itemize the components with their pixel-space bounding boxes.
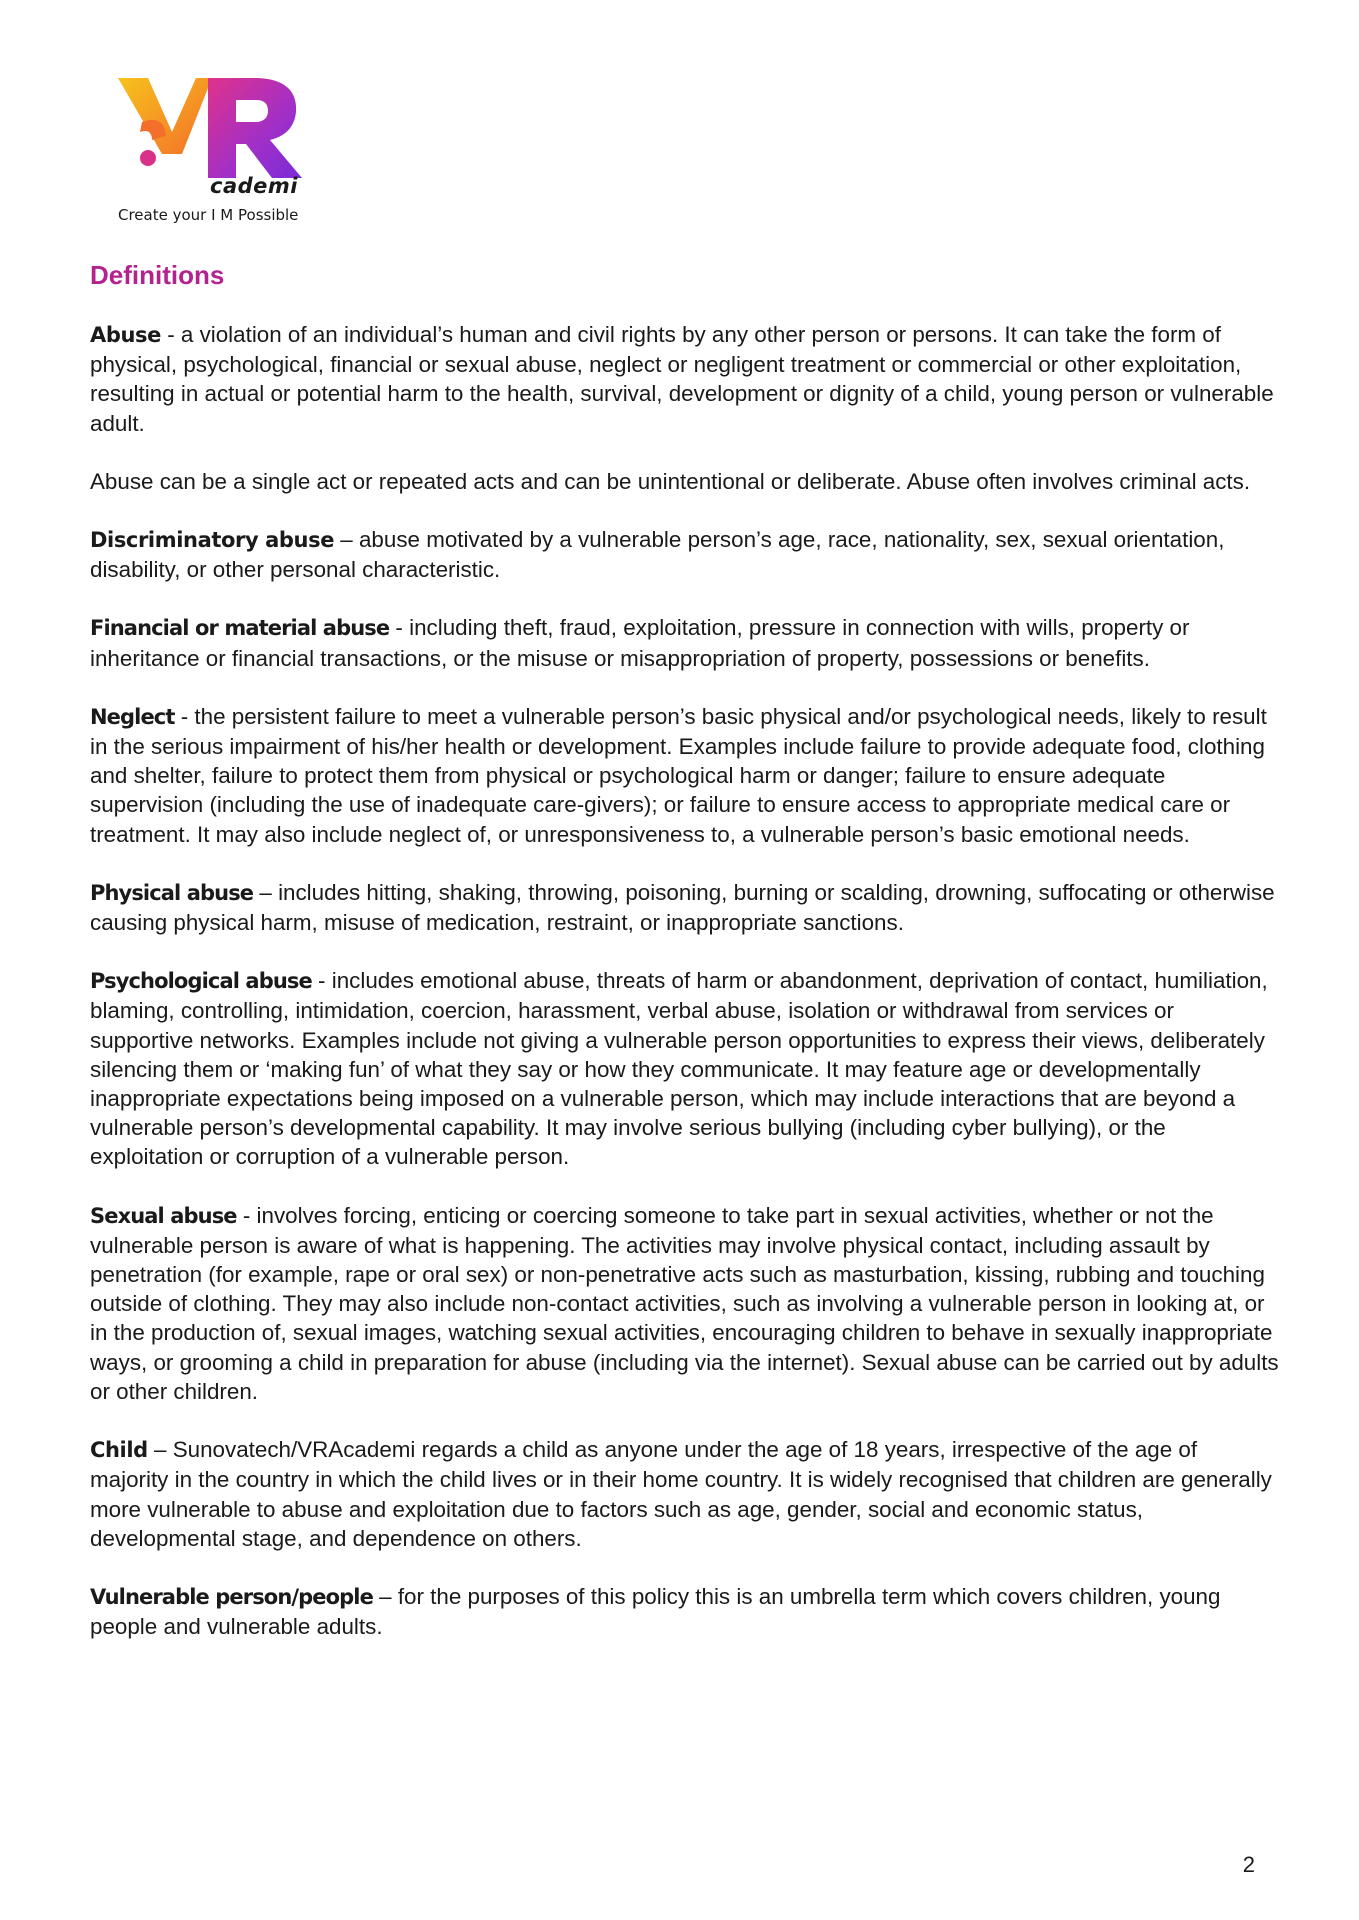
definition-term: Discriminatory abuse <box>90 528 335 553</box>
definitions-list <box>90 320 1280 1670</box>
definition-separator: - <box>311 968 332 994</box>
page-number: 2 <box>1242 1852 1255 1877</box>
definition-text: the persistent failure to meet a vulnerable person’s basic physical and/or psychological needs, likely to result in the serious impairment of his/her health or development. Examples include failure to provide adequate food, clothing and shelter, failure to protect them from physical or psychological harm or danger; failure to ensure adequate supervision (including the use of inadequate care-givers); or failure to ensure access to appropriate medical care or treatment. It may also include neglect of, or unresponsiveness to, a vulnerable person’s basic emotional needs. <box>90 703 1267 847</box>
definition-abuse-note <box>90 467 1280 496</box>
definition-text: for the purposes of this policy this is an umbrella term which covers children, young people and vulnerable adults. <box>90 1583 1221 1640</box>
definition-text: includes hitting, shaking, throwing, poisoning, burning or scalding, drowning, suffocating or otherwise causing physical harm, misuse of medication, restraint, or inappropriate sanctions. <box>90 879 1275 936</box>
definition-text: involves forcing, enticing or coercing someone to take part in sexual activities, whether or not the vulnerable person is aware of what is happening. The activities may involve physical contact, including assault by penetration (for example, rape or oral sex) or non-penetrative acts such as masturbation, kissing, rubbing and touching outside of clothing. They may also include non-contact activities, such as involving a vulnerable person in looking at, or in the production of, sexual images, watching sexual activities, encouraging children to behave in sexually inappropriate ways, or grooming a child in preparation for abuse (including via the internet). Sexual abuse can be carried out by adults or other children. <box>90 1202 1279 1404</box>
logo-tagline: Create your I M Possible <box>118 206 299 224</box>
definition-text: including theft, fraud, exploitation, pressure in connection with wills, property or inheritance or financial transactions, or the misuse or misappropriation of property, possessions or benefits. <box>90 615 1190 671</box>
definition-separator: - <box>174 703 195 729</box>
definition-term: Psychological abuse <box>90 969 312 994</box>
definition-separator: - <box>236 1202 257 1228</box>
definition-term: Sexual abuse <box>90 1203 237 1228</box>
definition-text: includes emotional abuse, threats of harm or abandonment, deprivation of contact, humiliation, blaming, controlling, intimidation, coercion, harassment, verbal abuse, isolation or withdrawal from services or supportive networks. Examples include not giving a vulnerable person opportunities to express their views, deliberately silencing them or ‘making fun’ of what they say or how they communicate. It may feature age or developmentally inappropriate expectations being imposed on a vulnerable person, which may include interactions that are beyond a vulnerable person’s developmental capability. It may involve serious bullying (including cyber bullying), or the exploitation or corruption of a vulnerable person. <box>90 968 1268 1170</box>
definition-text: a violation of an individual’s human and civil rights by any other person or persons. It can take the form of physical, psychological, financial or sexual abuse, neglect or negligent treatment or commercial or other exploitation, resulting in actual or potential harm to the health, survival, development or dignity of a child, young person or vulnerable adult. <box>90 322 1274 436</box>
definition-psychological-abuse <box>90 966 1280 1171</box>
definition-child <box>90 1435 1280 1553</box>
definition-term: Abuse <box>90 323 161 347</box>
definition-separator: – <box>147 1437 173 1463</box>
definition-term: Physical abuse <box>90 880 254 905</box>
definition-discriminatory-abuse <box>90 525 1280 584</box>
definition-separator: - <box>160 322 181 347</box>
definition-financial-abuse <box>90 613 1280 672</box>
definition-vulnerable-person <box>90 1582 1280 1641</box>
definition-term: Neglect <box>90 704 175 729</box>
definition-text: Sunovatech/VRAcademi regards a child as anyone under the age of 18 years, irrespective of the age of majority in the country in which the child lives or in their home country. It is widely recognised that children are generally more vulnerable to abuse and exploitation due to factors such as age, gender, social and economic status, developmental stage, and dependence on others. <box>90 1437 1272 1551</box>
vr-academi-logo <box>112 70 312 230</box>
section-heading: Definitions <box>90 260 225 290</box>
vr-logo-icon <box>112 70 312 180</box>
definition-neglect <box>90 702 1280 849</box>
definition-text: Abuse can be a single act or repeated acts and can be unintentional or deliberate. Abuse often involves criminal acts. <box>90 468 1251 494</box>
logo-wordmark: cademi <box>210 174 298 198</box>
definition-sexual-abuse <box>90 1201 1280 1406</box>
definition-separator: - <box>389 615 410 641</box>
definition-abuse <box>90 320 1280 438</box>
definition-term: Vulnerable person/people <box>90 1584 373 1609</box>
definition-text: abuse motivated by a vulnerable person’s age, race, nationality, sex, sexual orientation, disability, or other personal characteristic. <box>90 527 1225 583</box>
definition-separator: – <box>372 1583 398 1609</box>
definition-term: Financial or material abuse <box>90 616 390 641</box>
definition-term: Child <box>90 1438 148 1463</box>
definition-separator: – <box>334 527 359 553</box>
definition-physical-abuse <box>90 878 1280 937</box>
definition-separator: – <box>253 879 279 905</box>
